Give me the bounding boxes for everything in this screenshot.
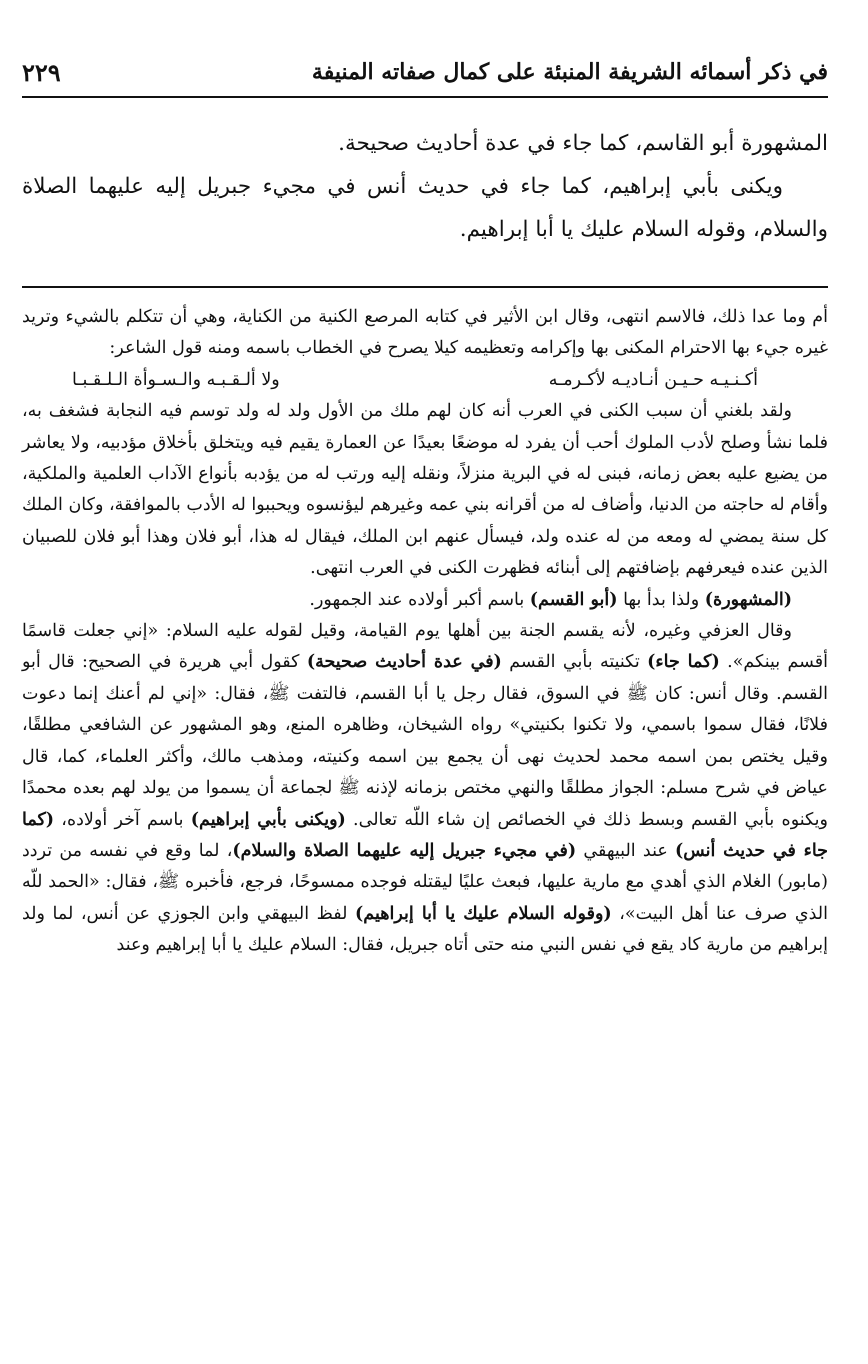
commentary-text: لفظ البيهقي وابن الجوزي عن أنس، لما ولد إبراهيم من مارية كاد يقع في نفس النبي منه حتى أتاه جبريل، فقال: السلام عليك يا أبا إبراهيم وعند	[22, 903, 828, 956]
commentary-text: ، لما وقع في نفسه من تردد (مابور) الغلام الذي أهدي مع مارية عليها، فبعث عليًا ليقتله فوجده ممسوحًا، فرجع، فأخبره ﷺ، فقال: «الحمد للّه الذي صرف عنا أهل البيت»،	[22, 840, 828, 924]
commentary-text: عند البيهقي	[576, 840, 676, 861]
main-text-paragraph-1: المشهورة أبو القاسم، كما جاء في عدة أحاديث صحيحة.	[338, 131, 828, 156]
commentary-paragraph-3	[22, 585, 828, 616]
quoted-term: (المشهورة)	[704, 589, 792, 610]
quoted-term: (كما جاء في حديث أنس)	[22, 809, 828, 861]
page-number: ٢٢٩	[22, 57, 61, 87]
main-text-paragraph-2: ويكنى بأبي إبراهيم، كما جاء في حديث أنس في مجيء جبريل إليه عليهما الصلاة والسلام، وقوله السلام عليك يا أبا إبراهيم.	[22, 174, 828, 242]
commentary-text: وقال العزفي وغيره، لأنه يقسم الجنة بين أهلها يوم القيامة، وقيل لقوله عليه السلام: «إني جعلت قاسمًا أقسم بينكم».	[22, 621, 829, 673]
commentary-text: باسم أكبر أولاده عند الجمهور.	[309, 589, 530, 610]
commentary-divider	[22, 286, 828, 288]
main-text	[22, 122, 828, 251]
commentary-paragraph-4	[22, 616, 828, 961]
poetry-verse	[22, 365, 828, 396]
quoted-term: (ويكنى بأبي إبراهيم)	[190, 809, 346, 830]
commentary-text: كقول أبي هريرة في الصحيح: قال أبو القسم. وقال أنس: كان ﷺ في السوق، فقال رجل يا أبا القسم، فالتفت ﷺ، فقال: «إني لم أعنك إنما دعوت فلانًا، فقال سموا باسمي، ولا تكنوا بكنيتي» رواه الشيخان، وظاهره المنع، وهو المشهور عن الشافعي مطلقًا، وقيل يختص بمن اسمه محمد لحديث نهى أن يجمع بين اسمه وكنيته، ومذهب مالك، وأكثر العلماء، كما، قال عياض في شرح مسلم: الجواز مطلقًا والنهي مختص بزمانه لإذنه ﷺ لجماعة أن يسموا من يولد لهم بعده محمدًا ويكنوه بأبي القسم وبسط ذلك في الخصائص إن شاء اللّه تعالى.	[22, 652, 828, 830]
commentary-paragraph-2: ولقد بلغني أن سبب الكنى في العرب أنه كان لهم ملك من الأول ولد له ولد توسم فيه النجابة فشغف به، فلما نشأ وصلح لأدب الملوك أحب أن يفرد له موضعًا بعيدًا عن العمارة يقيم فيه ويتخلق بأخلاق مؤدبيه، ولا يعاشر من يضيع عليه بعض زمانه، فبنى له في البرية منزلاً، ونقله إليه ورتب له من يؤدبه بأنواع الآداب العلمية والملكية، وأقام له حاجته من الدنيا، وأضاف له من أقرانه بني عمه وغيرهم ليؤنسوه ويحببوا له الأدب بالموافقة، وكان الملك كل سنة يمضي له ومعه من له عنده ولد، فيسأل عنهم ابن الملك، فيقال له هذا، أبو فلان وهذا أبو فلان للصبيان الذين عنده فيعرفهم بإضافتهم إلى أبنائه فظهرت الكنى في العرب انتهى.	[22, 401, 828, 579]
commentary-paragraph-1: أم وما عدا ذلك، فالاسم انتهى، وقال ابن الأثير في كتابه المرصع الكنية من الكناية، وهي أن تتكلم بالشيء وتريد غيره جيء بها الاحترام المكنى بها وإكرامه وتعظيمه كيلا يصرح في الخطاب باسمه ومنه قول الشاعر:	[22, 307, 828, 359]
quoted-term: (أبو القسم)	[529, 589, 618, 610]
verse-first-hemistich: أكـنـيـه حـيـن أنـاديـه لأكـرمـه	[548, 369, 758, 390]
quoted-term: (وقوله السلام عليك يا أبا إبراهيم)	[355, 903, 612, 924]
quoted-term: (في مجيء جبريل إليه عليهما الصلاة والسلام)	[232, 840, 577, 861]
commentary-text: تكنيته بأبي القسم	[501, 652, 648, 673]
quoted-term: (كما جاء)	[647, 652, 720, 673]
commentary	[22, 302, 828, 962]
commentary-text: باسم آخر أولاده،	[54, 809, 191, 830]
running-title: في ذكر أسمائه الشريفة المنبئة على كمال صفاته المنيفة	[311, 59, 828, 85]
running-header	[22, 52, 828, 92]
verse-second-hemistich: ولا ألـقـبـه والـسـوأة الـلـقـبـا	[72, 369, 280, 390]
quoted-term: (في عدة أحاديث صحيحة)	[306, 652, 502, 673]
header-divider	[22, 96, 828, 98]
commentary-text: ولذا بدأ بها	[617, 589, 705, 610]
